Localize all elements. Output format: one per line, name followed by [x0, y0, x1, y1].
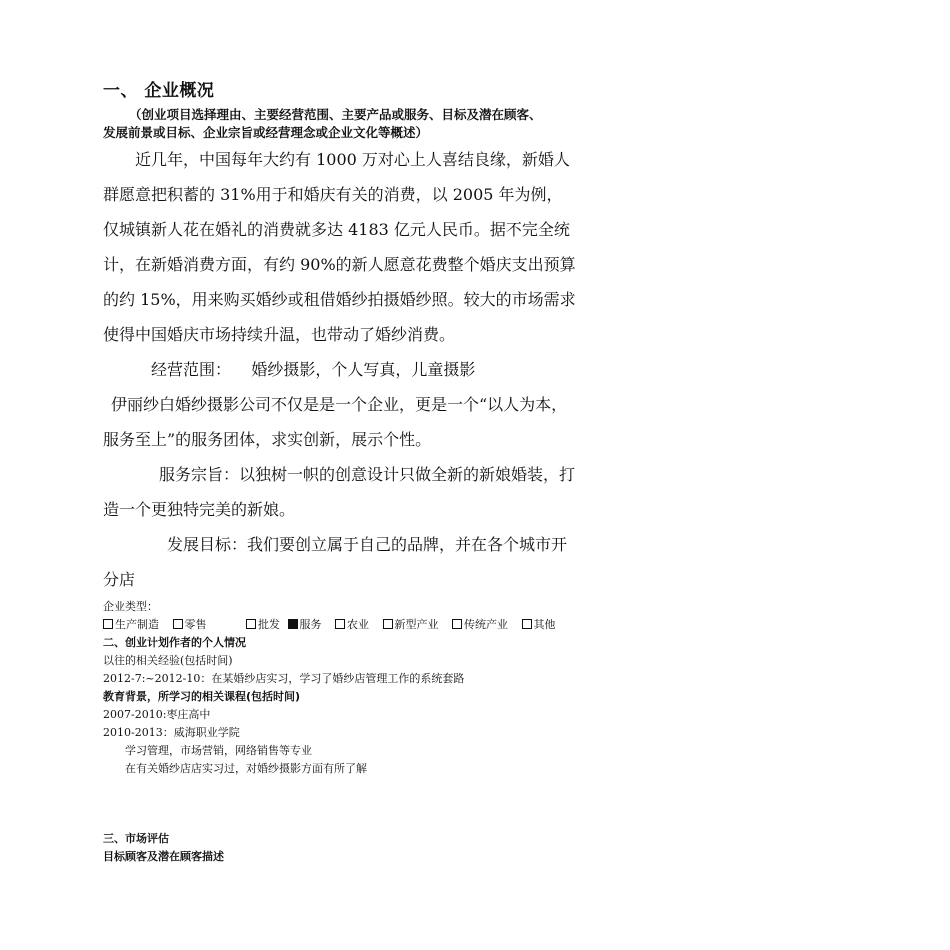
checkbox-agriculture[interactable]: [335, 619, 345, 629]
education-label: 教育背景，所学习的相关课程(包括时间): [103, 690, 301, 703]
option-service[interactable]: 服务: [288, 616, 322, 634]
market-paragraph: 近几年，中国每年大约有 1000 万对心上人喜结良缘，新婚人群愿意把积蓄的 31%用于和婚庆有关的消费，以 2005 年为例，仅城镇新人花在婚礼的消费就多达 4183 亿元人民币。据不完全统计，在新婚消费方面，有约 90%的新人愿意花费整个婚庆支出预算的约 15%，用来购买婚纱或租借婚纱拍摄婚纱照。较大的市场需求使得中国婚庆市场持续升温，也带动了婚纱消费。: [103, 150, 576, 344]
service-tenet: 服务宗旨：以独树一帜的创意设计只做全新的新娘婚装，打造一个更独特完美的新娘。: [103, 465, 576, 519]
checkbox-wholesale[interactable]: [246, 619, 256, 629]
development-goal: 发展目标：我们要创立属于自己的品牌，并在各个城市开分店: [103, 535, 568, 589]
option-other[interactable]: 其他: [522, 616, 556, 634]
enterprise-type-options: [103, 616, 703, 634]
section3: [103, 830, 224, 866]
checkbox-traditional[interactable]: [452, 619, 462, 629]
section1-body: [103, 142, 577, 597]
experience-entry: 2012-7:~2012-10：在某婚纱店实习，学习了婚纱店管理工作的系统套路: [103, 672, 465, 685]
option-emerging[interactable]: 新型产业: [383, 616, 439, 634]
checkbox-other[interactable]: [522, 619, 532, 629]
section1-title: 一、 企业概况: [103, 81, 215, 101]
education-entry: 2007-2010:枣庄高中: [103, 708, 211, 721]
enterprise-type-label: 企业类型：: [103, 600, 158, 613]
internship-note: 在有关婚纱店店实习过，对婚纱摄影方面有所了解: [125, 762, 367, 775]
option-retail[interactable]: 零售: [173, 616, 207, 634]
checkbox-emerging[interactable]: [383, 619, 393, 629]
section2-title: 二、创业计划作者的个人情况: [103, 636, 246, 649]
details-block: [103, 598, 703, 778]
company-intro: 伊丽纱白婚纱摄影公司不仅是是一个企业，更是一个“以人为本，服务至上”的服务团体，求实创新，展示个性。: [103, 395, 568, 449]
checkbox-service[interactable]: [288, 619, 298, 629]
option-manufacturing[interactable]: 生产制造: [103, 616, 159, 634]
section1-note: [103, 106, 583, 142]
option-wholesale[interactable]: 批发: [246, 616, 280, 634]
checkbox-retail[interactable]: [173, 619, 183, 629]
note-line-2: 发展前景或目标、企业宗旨或经营理念或企业文化等概述）: [103, 125, 429, 140]
option-agriculture[interactable]: 农业: [335, 616, 369, 634]
checkbox-manufacturing[interactable]: [103, 619, 113, 629]
business-scope: 经营范围： 婚纱摄影，个人写真，儿童摄影: [151, 360, 476, 379]
section3-title: 三、市场评估: [103, 832, 169, 845]
option-traditional[interactable]: 传统产业: [452, 616, 508, 634]
note-line-1: （创业项目选择理由、主要经营范围、主要产品或服务、目标及潜在顾客、: [129, 107, 542, 122]
courses: 学习管理，市场营销，网络销售等专业: [125, 744, 312, 757]
section3-subtitle: 目标顾客及潜在顾客描述: [103, 850, 224, 863]
experience-label: 以往的相关经验(包括时间): [103, 654, 233, 667]
education-entry: 2010-2013：威海职业学院: [103, 726, 240, 739]
